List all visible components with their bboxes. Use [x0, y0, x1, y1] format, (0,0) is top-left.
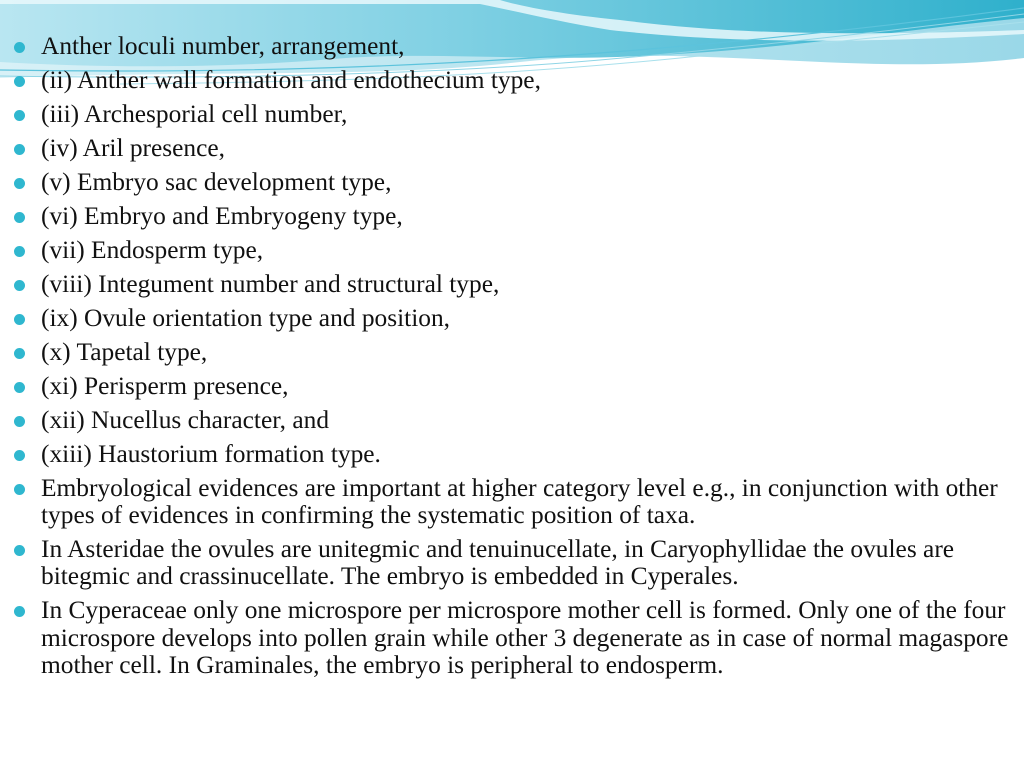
bullet-item: [14, 135, 1018, 162]
bullet-item: [14, 597, 1018, 679]
circle-bullet-icon: [14, 606, 25, 617]
circle-bullet-icon: [14, 76, 25, 87]
bullet-item: [14, 101, 1018, 128]
bullet-text: (xiii) Haustorium formation type.: [41, 440, 381, 468]
bullet-item: [14, 33, 1018, 60]
bullet-item: [14, 339, 1018, 366]
bullet-text: (v) Embryo sac development type,: [41, 168, 392, 196]
circle-bullet-icon: [14, 450, 25, 461]
bullet-text: (vii) Endosperm type,: [41, 236, 264, 264]
circle-bullet-icon: [14, 314, 25, 325]
bullet-text: (ii) Anther wall formation and endothecium type,: [41, 66, 541, 94]
bullet-item: [14, 305, 1018, 332]
bullet-item: [14, 237, 1018, 264]
bullet-item: [14, 169, 1018, 196]
bullet-item: [14, 536, 1018, 590]
bullet-text: In Asteridae the ovules are unitegmic and tenuinucellate, in Caryophyllidae the ovules are bitegmic and crassinucellate. The embryo is embedded in Cyperales.: [41, 535, 955, 591]
bullet-text: In Cyperaceae only one microspore per microspore mother cell is formed. Only one of the four microspore develops into pollen grain while other 3 degenerate as in case of normal magaspore mother cell. In Graminales, the embryo is peripheral to endosperm.: [41, 596, 1009, 679]
bullet-text: (iii) Archesporial cell number,: [41, 100, 348, 128]
bullet-text: (iv) Aril presence,: [41, 134, 226, 162]
bullet-item: [14, 203, 1018, 230]
bullet-text: (ix) Ovule orientation type and position,: [41, 304, 450, 332]
circle-bullet-icon: [14, 42, 25, 53]
bullet-item: [14, 373, 1018, 400]
bullet-text: Anther loculi number, arrangement,: [41, 32, 405, 60]
bullet-item: [14, 475, 1018, 529]
bullet-item: [14, 271, 1018, 298]
circle-bullet-icon: [14, 484, 25, 495]
bullet-text: (x) Tapetal type,: [41, 338, 208, 366]
circle-bullet-icon: [14, 144, 25, 155]
bullet-text: (viii) Integument number and structural type,: [41, 270, 500, 298]
circle-bullet-icon: [14, 545, 25, 556]
circle-bullet-icon: [14, 212, 25, 223]
circle-bullet-icon: [14, 348, 25, 359]
bullet-text: Embryological evidences are important at higher category level e.g., in conjunction with other types of evidences in confirming the systematic position of taxa.: [41, 474, 998, 530]
bullet-item: [14, 441, 1018, 468]
circle-bullet-icon: [14, 110, 25, 121]
circle-bullet-icon: [14, 280, 25, 291]
bullet-item: [14, 407, 1018, 434]
bullet-text: (vi) Embryo and Embryogeny type,: [41, 202, 403, 230]
bullet-list: [14, 33, 1018, 686]
circle-bullet-icon: [14, 178, 25, 189]
bullet-text: (xii) Nucellus character, and: [41, 406, 330, 434]
circle-bullet-icon: [14, 382, 25, 393]
circle-bullet-icon: [14, 416, 25, 427]
circle-bullet-icon: [14, 246, 25, 257]
bullet-text: (xi) Perisperm presence,: [41, 372, 289, 400]
bullet-item: [14, 67, 1018, 94]
